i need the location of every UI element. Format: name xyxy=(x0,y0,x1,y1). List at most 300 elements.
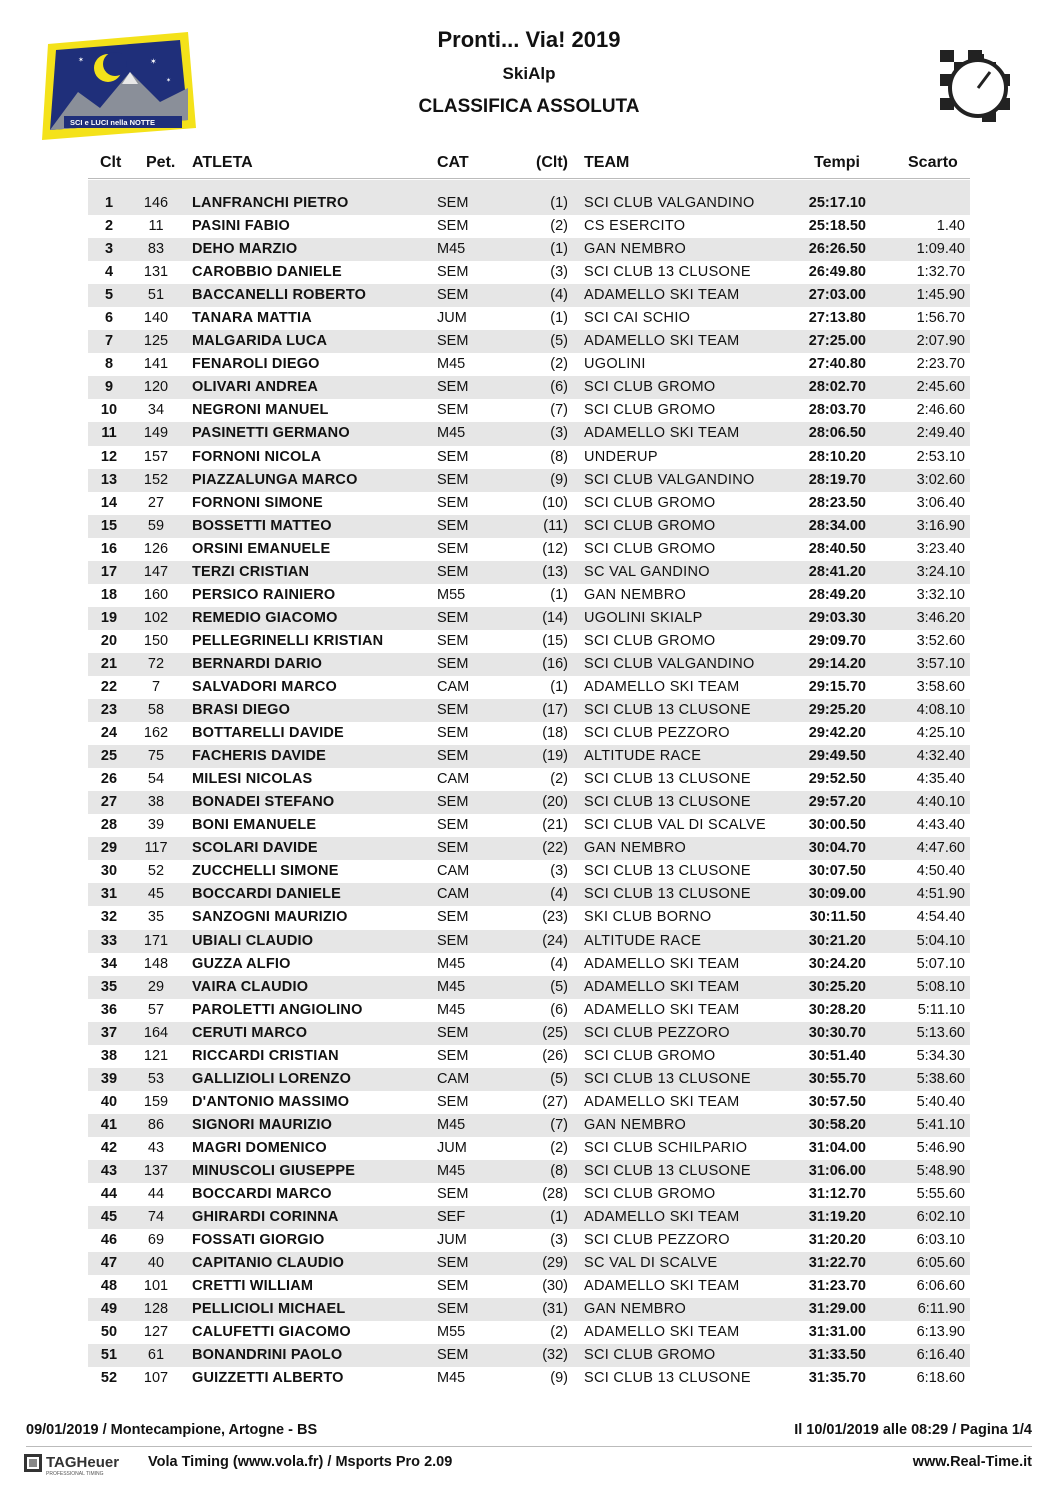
category-cell: SEM xyxy=(437,1024,469,1041)
gap-cell: 4:32.40 xyxy=(916,748,965,765)
athlete-cell: SANZOGNI MAURIZIO xyxy=(192,909,348,926)
bib-cell: 162 xyxy=(143,725,169,742)
svg-text:✶: ✶ xyxy=(78,56,84,64)
rank-cell: 26 xyxy=(100,771,118,788)
athlete-cell: D'ANTONIO MASSIMO xyxy=(192,1093,350,1110)
page-subtitle: SkiAlp xyxy=(502,64,556,83)
athlete-cell: CAPITANIO CLAUDIO xyxy=(192,1255,345,1272)
category-rank-cell: (20) xyxy=(542,794,568,811)
time-cell: 29:15.70 xyxy=(808,678,866,695)
category-cell: SEM xyxy=(437,1255,469,1272)
col-athlete: ATLETA xyxy=(192,154,253,171)
bib-cell: 38 xyxy=(147,794,165,811)
table-row xyxy=(88,422,970,445)
gap-cell: 6:02.10 xyxy=(916,1209,965,1226)
bib-cell: 39 xyxy=(147,817,165,834)
athlete-cell: ORSINI EMANUELE xyxy=(192,540,331,557)
rank-cell: 22 xyxy=(100,678,118,695)
time-cell: 27:25.00 xyxy=(808,333,866,350)
category-cell: M45 xyxy=(437,425,466,442)
page-title: Pronti... Via! 2019 xyxy=(437,27,621,52)
team-cell: ADAMELLO SKI TEAM xyxy=(584,1278,740,1295)
category-rank-cell: (4) xyxy=(550,287,568,304)
table-row xyxy=(88,745,970,768)
team-cell: UNDERUP xyxy=(584,448,658,465)
gap-cell: 3:57.10 xyxy=(916,655,965,672)
time-cell: 31:19.20 xyxy=(808,1209,866,1226)
team-cell: ALTITUDE RACE xyxy=(584,748,702,765)
table-row xyxy=(88,1252,970,1275)
category-rank-cell: (1) xyxy=(550,678,568,695)
time-cell: 28:10.20 xyxy=(808,448,866,465)
gap-cell: 3:46.20 xyxy=(916,609,965,626)
athlete-cell: NEGRONI MANUEL xyxy=(192,402,329,419)
time-cell: 30:04.70 xyxy=(808,840,866,857)
tag-brand: TAGHeuer xyxy=(46,1454,120,1471)
team-cell: CS ESERCITO xyxy=(584,218,686,235)
bib-cell: 121 xyxy=(143,1047,169,1064)
table-row xyxy=(88,584,970,607)
bib-cell: 43 xyxy=(147,1139,165,1156)
category-rank-cell: (9) xyxy=(550,1370,568,1387)
category-rank-cell: (2) xyxy=(550,771,568,788)
footer-divider xyxy=(26,1446,1032,1447)
time-cell: 28:49.20 xyxy=(808,586,866,603)
rank-cell: 28 xyxy=(100,817,118,834)
time-cell: 28:23.50 xyxy=(808,494,866,511)
svg-text:✶: ✶ xyxy=(150,57,157,66)
team-cell: SCI CLUB GROMO xyxy=(584,517,716,534)
category-cell: SEM xyxy=(437,632,469,649)
table-row xyxy=(88,768,970,791)
category-cell: M45 xyxy=(437,955,466,972)
category-rank-cell: (25) xyxy=(542,1024,568,1041)
table-row xyxy=(88,1068,970,1091)
rank-cell: 11 xyxy=(101,425,117,442)
athlete-cell: VAIRA CLAUDIO xyxy=(192,978,309,995)
category-rank-cell: (24) xyxy=(542,932,568,949)
gap-cell: 5:48.90 xyxy=(916,1162,965,1179)
table-row xyxy=(88,399,970,422)
category-rank-cell: (2) xyxy=(550,1139,568,1156)
gap-cell: 2:45.60 xyxy=(916,379,965,396)
team-cell: SCI CLUB 13 CLUSONE xyxy=(584,702,751,719)
bib-cell: 51 xyxy=(147,287,165,304)
team-cell: ADAMELLO SKI TEAM xyxy=(584,1209,740,1226)
bib-cell: 120 xyxy=(143,379,169,396)
table-row xyxy=(88,1183,970,1206)
category-cell: M45 xyxy=(437,241,466,258)
time-cell: 26:49.80 xyxy=(808,264,866,281)
team-cell: ADAMELLO SKI TEAM xyxy=(584,1093,740,1110)
table-row xyxy=(88,976,970,999)
time-cell: 29:42.20 xyxy=(808,725,866,742)
category-rank-cell: (12) xyxy=(542,540,568,557)
category-cell: CAM xyxy=(437,771,470,788)
table-row xyxy=(88,1137,970,1160)
time-cell: 30:25.20 xyxy=(808,978,866,995)
category-rank-cell: (1) xyxy=(550,310,568,327)
gap-cell: 3:52.60 xyxy=(916,632,965,649)
time-cell: 31:12.70 xyxy=(808,1186,866,1203)
athlete-cell: GHIRARDI CORINNA xyxy=(192,1209,339,1226)
gap-cell: 2:23.70 xyxy=(916,356,965,373)
table-row xyxy=(88,284,970,307)
rank-cell: 19 xyxy=(100,609,118,626)
time-cell: 29:49.50 xyxy=(808,748,866,765)
gap-cell: 3:32.10 xyxy=(916,586,965,603)
team-cell: SCI CLUB GROMO xyxy=(584,632,716,649)
rank-cell: 29 xyxy=(100,840,118,857)
table-row xyxy=(88,330,970,353)
category-cell: SEM xyxy=(437,379,469,396)
category-cell: SEM xyxy=(437,195,469,211)
rank-cell: 32 xyxy=(100,909,118,926)
gap-cell: 4:47.60 xyxy=(916,840,965,857)
table-row xyxy=(88,607,970,630)
team-cell: ADAMELLO SKI TEAM xyxy=(584,333,740,350)
category-cell: SEM xyxy=(437,817,469,834)
time-cell: 31:31.00 xyxy=(808,1324,866,1341)
rank-cell: 41 xyxy=(100,1116,118,1133)
rank-cell: 13 xyxy=(100,471,118,488)
gap-cell: 1:45.90 xyxy=(916,287,965,304)
rank-cell: 10 xyxy=(100,402,118,419)
team-cell: SCI CLUB 13 CLUSONE xyxy=(584,1070,751,1087)
category-rank-cell: (5) xyxy=(550,333,568,350)
gap-cell: 4:54.40 xyxy=(916,909,965,926)
category-rank-cell: (5) xyxy=(550,1070,568,1087)
gap-cell: 4:43.40 xyxy=(916,817,965,834)
table-row xyxy=(88,1022,970,1045)
time-cell: 26:26.50 xyxy=(808,241,866,258)
category-cell: SEM xyxy=(437,540,469,557)
table-row xyxy=(88,953,970,976)
rank-cell: 20 xyxy=(100,632,118,649)
rank-cell: 17 xyxy=(100,563,118,580)
gap-cell: 5:07.10 xyxy=(916,955,965,972)
rank-cell: 21 xyxy=(100,655,118,672)
category-rank-cell: (1) xyxy=(550,1209,568,1226)
rank-cell: 43 xyxy=(100,1162,118,1179)
rank-cell: 12 xyxy=(100,448,118,465)
category-rank-cell: (3) xyxy=(550,863,568,880)
rank-cell: 44 xyxy=(100,1186,118,1203)
category-cell: SEM xyxy=(437,517,469,534)
athlete-cell: BOTTARELLI DAVIDE xyxy=(192,725,344,742)
table-row xyxy=(88,1229,970,1252)
time-cell: 31:33.50 xyxy=(808,1347,866,1364)
athlete-cell: TERZI CRISTIAN xyxy=(192,563,310,580)
col-catpos: (Clt) xyxy=(536,154,568,171)
athlete-cell: BOCCARDI DANIELE xyxy=(192,886,342,903)
table-row xyxy=(88,492,970,515)
gap-cell: 5:13.60 xyxy=(916,1024,965,1041)
team-cell: SC VAL GANDINO xyxy=(584,563,710,580)
bib-cell: 54 xyxy=(147,771,165,788)
category-rank-cell: (7) xyxy=(550,1116,568,1133)
category-rank-cell: (26) xyxy=(542,1047,568,1064)
bib-cell: 131 xyxy=(143,264,169,281)
category-rank-cell: (28) xyxy=(542,1186,568,1203)
bib-cell: 45 xyxy=(147,886,165,903)
category-cell: SEM xyxy=(437,1093,469,1110)
table-row xyxy=(88,238,970,261)
category-cell: SEM xyxy=(437,218,469,235)
col-pet: Pet. xyxy=(146,154,176,171)
category-rank-cell: (3) xyxy=(550,425,568,442)
athlete-cell: PELLICIOLI MICHAEL xyxy=(192,1301,346,1318)
col-clt: Clt xyxy=(100,154,122,171)
category-rank-cell: (3) xyxy=(550,1232,568,1249)
time-cell: 30:58.20 xyxy=(808,1116,866,1133)
table-row xyxy=(88,930,970,953)
team-cell: GAN NEMBRO xyxy=(584,586,687,603)
col-time: Tempi xyxy=(814,154,860,171)
rank-cell: 34 xyxy=(100,955,118,972)
gap-cell: 6:18.60 xyxy=(916,1370,965,1387)
category-rank-cell: (29) xyxy=(542,1255,568,1272)
table-row xyxy=(88,1275,970,1298)
category-rank-cell: (9) xyxy=(550,471,568,488)
team-cell: SCI CLUB GROMO xyxy=(584,1047,716,1064)
header-band xyxy=(88,180,970,192)
category-cell: M45 xyxy=(437,1116,466,1133)
gap-cell: 6:06.60 xyxy=(916,1278,965,1295)
bib-cell: 157 xyxy=(143,448,169,465)
bib-cell: 164 xyxy=(143,1024,169,1041)
category-cell: SEM xyxy=(437,563,469,580)
category-cell: SEM xyxy=(437,1047,469,1064)
category-cell: SEM xyxy=(437,702,469,719)
time-cell: 27:03.00 xyxy=(808,287,866,304)
time-cell: 28:06.50 xyxy=(808,425,866,442)
athlete-cell: BRASI DIEGO xyxy=(192,702,291,719)
category-rank-cell: (4) xyxy=(550,886,568,903)
gap-cell: 6:03.10 xyxy=(916,1232,965,1249)
bib-cell: 27 xyxy=(147,494,165,511)
header-divider xyxy=(88,178,970,179)
rank-cell: 51 xyxy=(100,1347,118,1364)
rank-cell: 38 xyxy=(100,1047,118,1064)
col-team: TEAM xyxy=(584,154,630,171)
table-row xyxy=(88,883,970,906)
bib-cell: 125 xyxy=(143,333,169,350)
rank-cell: 6 xyxy=(104,310,114,327)
rank-cell: 18 xyxy=(100,586,118,603)
category-cell: SEM xyxy=(437,1301,469,1318)
category-cell: JUM xyxy=(437,1232,467,1249)
bib-cell: 149 xyxy=(143,425,169,442)
rank-cell: 36 xyxy=(100,1001,118,1018)
bib-cell: 34 xyxy=(147,402,165,419)
bib-cell: 127 xyxy=(143,1324,169,1341)
time-cell: 30:09.00 xyxy=(808,886,866,903)
team-cell: SCI CLUB PEZZORO xyxy=(584,1232,730,1249)
rank-cell: 9 xyxy=(104,379,114,396)
category-cell: SEF xyxy=(437,1209,466,1226)
rank-cell: 30 xyxy=(100,863,118,880)
rank-cell: 7 xyxy=(104,333,114,350)
team-cell: SCI CLUB VALGANDINO xyxy=(584,655,755,672)
bib-cell: 52 xyxy=(147,863,165,880)
category-cell: M45 xyxy=(437,978,466,995)
table-row xyxy=(88,538,970,561)
time-cell: 30:07.50 xyxy=(808,863,866,880)
gap-cell: 5:40.40 xyxy=(916,1093,965,1110)
time-cell: 31:23.70 xyxy=(808,1278,866,1295)
athlete-cell: GALLIZIOLI LORENZO xyxy=(192,1070,352,1087)
gap-cell: 4:50.40 xyxy=(916,863,965,880)
bib-cell: 72 xyxy=(147,655,165,672)
athlete-cell: FENAROLI DIEGO xyxy=(192,356,320,373)
gap-cell: 5:41.10 xyxy=(916,1116,965,1133)
team-cell: SCI CLUB VALGANDINO xyxy=(584,471,755,488)
bib-cell: 59 xyxy=(147,517,165,534)
category-rank-cell: (16) xyxy=(542,655,568,672)
gap-cell: 3:24.10 xyxy=(916,563,965,580)
category-rank-cell: (4) xyxy=(550,955,568,972)
table-row xyxy=(88,1045,970,1068)
athlete-cell: PELLEGRINELLI KRISTIAN xyxy=(192,632,384,649)
time-cell: 31:22.70 xyxy=(808,1255,866,1272)
category-cell: M45 xyxy=(437,1162,466,1179)
table-row xyxy=(88,376,970,399)
athlete-cell: BONI EMANUELE xyxy=(192,817,317,834)
category-rank-cell: (1) xyxy=(550,195,568,211)
athlete-cell: CRETTI WILLIAM xyxy=(192,1278,314,1295)
athlete-cell: SIGNORI MAURIZIO xyxy=(192,1116,333,1133)
footer-website[interactable]: www.Real-Time.it xyxy=(912,1454,1032,1470)
athlete-cell: FORNONI SIMONE xyxy=(192,494,323,511)
col-gap: Scarto xyxy=(908,154,958,171)
table-row xyxy=(88,353,970,376)
category-cell: SEM xyxy=(437,471,469,488)
rank-cell: 1 xyxy=(104,195,114,211)
time-cell: 30:21.20 xyxy=(808,932,866,949)
rank-cell: 2 xyxy=(104,218,114,235)
rank-cell: 14 xyxy=(100,494,118,511)
footer-page-info: Il 10/01/2019 alle 08:29 / Pagina 1/4 xyxy=(794,1422,1032,1438)
category-rank-cell: (32) xyxy=(542,1347,568,1364)
category-cell: M45 xyxy=(437,1001,466,1018)
category-rank-cell: (10) xyxy=(542,494,568,511)
category-cell: M55 xyxy=(437,586,466,603)
table-row xyxy=(88,1114,970,1137)
category-cell: M45 xyxy=(437,1370,466,1387)
table-row xyxy=(88,1091,970,1114)
bib-cell: 171 xyxy=(143,932,169,949)
time-cell: 30:55.70 xyxy=(808,1070,866,1087)
athlete-cell: PIAZZALUNGA MARCO xyxy=(192,471,358,488)
footer-software: Vola Timing (www.vola.fr) / Msports Pro 2.09 xyxy=(148,1454,453,1470)
bib-cell: 7 xyxy=(151,678,161,695)
bib-cell: 86 xyxy=(147,1116,165,1133)
category-cell: SEM xyxy=(437,287,469,304)
category-rank-cell: (18) xyxy=(542,725,568,742)
team-cell: SCI CLUB GROMO xyxy=(584,494,716,511)
team-cell: SCI CLUB GROMO xyxy=(584,1186,716,1203)
category-rank-cell: (5) xyxy=(550,978,568,995)
team-cell: GAN NEMBRO xyxy=(584,1116,687,1133)
gap-cell: 3:58.60 xyxy=(916,678,965,695)
tag-sub: PROFESSIONAL TIMING xyxy=(46,1471,104,1477)
time-cell: 28:41.20 xyxy=(808,563,866,580)
athlete-cell: BONANDRINI PAOLO xyxy=(192,1347,343,1364)
table-row xyxy=(88,722,970,745)
category-cell: SEM xyxy=(437,794,469,811)
team-cell: SC VAL DI SCALVE xyxy=(584,1255,718,1272)
bib-cell: 75 xyxy=(147,748,165,765)
rank-cell: 8 xyxy=(104,356,114,373)
category-cell: CAM xyxy=(437,886,470,903)
time-cell: 28:40.50 xyxy=(808,540,866,557)
athlete-cell: CAROBBIO DANIELE xyxy=(192,264,342,281)
team-cell: SCI CLUB 13 CLUSONE xyxy=(584,1162,751,1179)
category-rank-cell: (2) xyxy=(550,218,568,235)
team-cell: SCI CLUB GROMO xyxy=(584,1347,716,1364)
table-row xyxy=(88,469,970,492)
rank-cell: 23 xyxy=(100,702,118,719)
gap-cell: 1:09.40 xyxy=(916,241,965,258)
bib-cell: 148 xyxy=(143,955,169,972)
logo-text: SCI e LUCI nella NOTTE xyxy=(70,118,156,127)
team-cell: UGOLINI xyxy=(584,356,646,373)
gap-cell: 4:08.10 xyxy=(916,702,965,719)
team-cell: SCI CLUB SCHILPARIO xyxy=(584,1139,748,1156)
time-cell: 29:52.50 xyxy=(808,771,866,788)
category-cell: SEM xyxy=(437,333,469,350)
gap-cell: 6:13.90 xyxy=(916,1324,965,1341)
team-cell: ADAMELLO SKI TEAM xyxy=(584,425,740,442)
team-cell: ADAMELLO SKI TEAM xyxy=(584,287,740,304)
athlete-cell: REMEDIO GIACOMO xyxy=(192,609,338,626)
gap-cell: 1.40 xyxy=(936,218,965,235)
rank-cell: 33 xyxy=(100,932,118,949)
table-row xyxy=(88,1160,970,1183)
time-cell: 29:03.30 xyxy=(808,609,866,626)
gap-cell: 4:25.10 xyxy=(916,725,965,742)
team-cell: UGOLINI SKIALP xyxy=(584,609,703,626)
bib-cell: 160 xyxy=(143,586,169,603)
time-cell: 31:06.00 xyxy=(808,1162,866,1179)
table-row xyxy=(88,791,970,814)
athlete-cell: LANFRANCHI PIETRO xyxy=(192,195,349,211)
category-cell: SEM xyxy=(437,748,469,765)
time-cell: 28:19.70 xyxy=(808,471,866,488)
athlete-cell: ZUCCHELLI SIMONE xyxy=(192,863,339,880)
gap-cell: 2:49.40 xyxy=(916,425,965,442)
category-cell: JUM xyxy=(437,310,467,327)
rank-cell: 35 xyxy=(100,978,118,995)
time-cell: 31:04.00 xyxy=(808,1139,866,1156)
team-cell: GAN NEMBRO xyxy=(584,241,687,258)
athlete-cell: TANARA MATTIA xyxy=(192,310,312,327)
gap-cell: 1:56.70 xyxy=(916,310,965,327)
athlete-cell: GUZZA ALFIO xyxy=(192,955,291,972)
category-rank-cell: (7) xyxy=(550,402,568,419)
category-cell: SEM xyxy=(437,1186,469,1203)
category-cell: SEM xyxy=(437,609,469,626)
rank-cell: 27 xyxy=(100,794,118,811)
gap-cell: 5:55.60 xyxy=(916,1186,965,1203)
table-row xyxy=(88,192,970,215)
table-row xyxy=(88,1367,970,1390)
rank-cell: 37 xyxy=(100,1024,118,1041)
athlete-cell: BERNARDI DARIO xyxy=(192,655,323,672)
table-row xyxy=(88,999,970,1022)
bib-cell: 128 xyxy=(143,1301,169,1318)
